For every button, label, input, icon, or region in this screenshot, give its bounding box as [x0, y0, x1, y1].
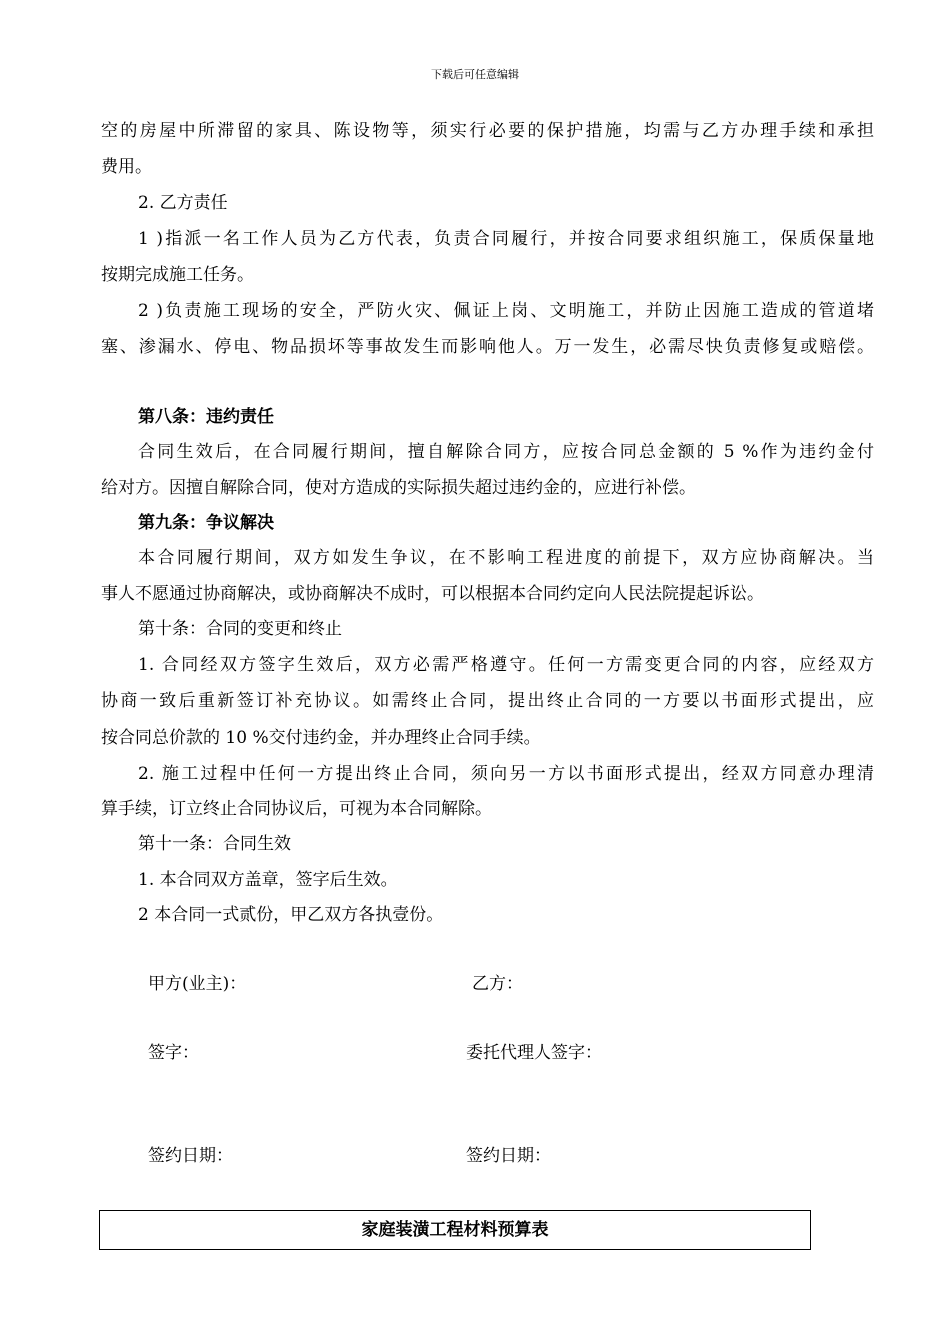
paragraph-line: 2. 施工过程中任何一方提出终止合同，须向另一方以书面形式提出，经双方同意办理清	[138, 764, 874, 784]
paragraph-line: 合同生效后，在合同履行期间，擅自解除合同方，应按合同总金额的 5 %作为违约金付	[138, 442, 874, 462]
paragraph-line: 空的房屋中所滞留的家具、陈设物等，须实行必要的保护措施，均需与乙方办理手续和承担	[101, 121, 874, 141]
paragraph-line: 按期完成施工任务。	[101, 265, 254, 285]
paragraph-line: 协商一致后重新签订补充协议。如需终止合同，提出终止合同的一方要以书面形式提出，应	[101, 691, 874, 711]
paragraph-line: 给对方。因擅自解除合同，使对方造成的实际损失超过违约金的，应进行补偿。	[101, 478, 696, 498]
budget-table-title: 家庭装潢工程材料预算表	[99, 1210, 811, 1250]
article-9-heading: 第九条：争议解决	[138, 513, 274, 533]
paragraph-line: 1 )指派一名工作人员为乙方代表，负责合同履行，并按合同要求组织施工，保质保量地	[138, 229, 874, 249]
page-header: 下载后可任意编辑	[431, 68, 519, 81]
section-heading: 2. 乙方责任	[138, 193, 228, 213]
article-10-heading: 第十条：合同的变更和终止	[138, 619, 342, 639]
agent-signature-label: 委托代理人签字：	[466, 1043, 602, 1063]
party-b-date-label: 签约日期：	[466, 1146, 551, 1166]
party-b-label: 乙方：	[472, 974, 523, 994]
paragraph-line: 1. 本合同双方盖章，签字后生效。	[138, 870, 398, 890]
party-a-signature-label: 签字：	[148, 1043, 199, 1063]
party-a-date-label: 签约日期：	[148, 1146, 233, 1166]
paragraph-line: 1. 合同经双方签字生效后，双方必需严格遵守。任何一方需变更合同的内容，应经双方	[138, 655, 874, 675]
paragraph-line: 2 )负责施工现场的安全，严防火灾、佩证上岗、文明施工，并防止因施工造成的管道堵	[138, 301, 874, 321]
paragraph-line: 事人不愿通过协商解决，或协商解决不成时，可以根据本合同约定向人民法院提起诉讼。	[101, 584, 764, 604]
party-a-label: 甲方(业主)：	[148, 974, 247, 994]
paragraph-line: 按合同总价款的 10 %交付违约金，并办理终止合同手续。	[101, 728, 541, 748]
paragraph-line: 算手续，订立终止合同协议后，可视为本合同解除。	[101, 799, 492, 819]
paragraph-line: 费用。	[101, 157, 152, 177]
paragraph-line: 2 本合同一式贰份，甲乙双方各执壹份。	[138, 905, 444, 925]
paragraph-line: 本合同履行期间，双方如发生争议，在不影响工程进度的前提下，双方应协商解决。当	[138, 548, 874, 568]
article-11-heading: 第十一条：合同生效	[138, 834, 291, 854]
article-8-heading: 第八条：违约责任	[138, 407, 274, 427]
paragraph-line: 塞、渗漏水、停电、物品损坏等事故发生而影响他人。万一发生，必需尽快负责修复或赔偿。	[101, 337, 874, 357]
